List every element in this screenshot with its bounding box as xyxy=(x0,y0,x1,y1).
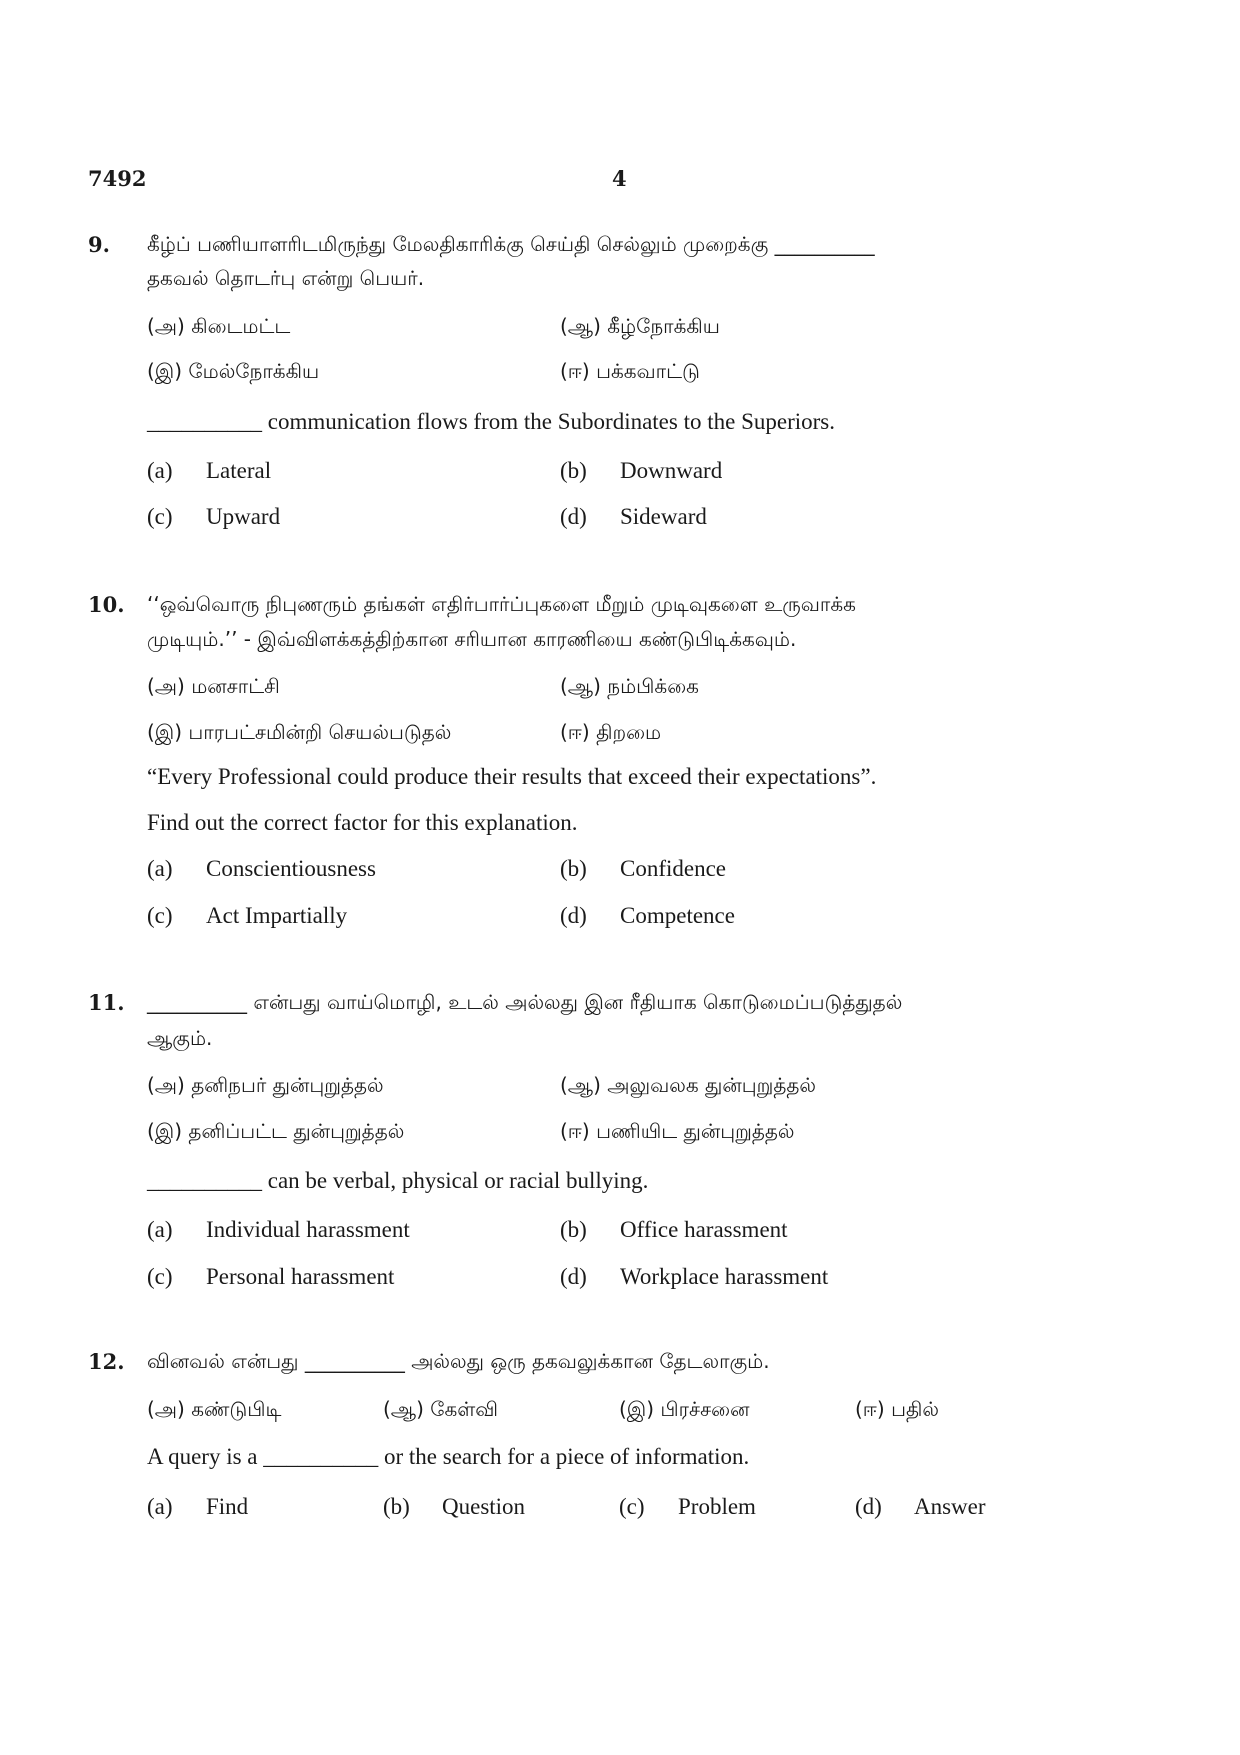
tamil-option: (ஆ) கேள்வி xyxy=(383,1397,499,1421)
option-text: Competence xyxy=(620,903,735,928)
option-text: Downward xyxy=(620,458,723,483)
option-label: (b) xyxy=(560,1217,587,1242)
tamil-stem-line: __________ என்பது வாய்மொழி, உடல் அல்லது இன ரீதியாக கொடுமைப்படுத்துதல் xyxy=(147,990,903,1014)
option-text: Answer xyxy=(914,1494,986,1519)
option-text: Sideward xyxy=(620,504,707,529)
tamil-stem-line: ‘‘ஒவ்வொரு நிபுணரும் தங்கள் எதிர்பார்ப்புகளை மீறும் முடிவுகளை உருவாக்க xyxy=(147,592,856,616)
tamil-option: (ஆ) அலுவலக துன்புறுத்தல் xyxy=(560,1073,816,1097)
option-text: Act Impartially xyxy=(206,903,348,928)
option-text: Office harassment xyxy=(620,1217,788,1242)
page-number: 4 xyxy=(612,166,627,191)
tamil-stem-line: வினவல் என்பது __________ அல்லது ஒரு தகவலுக்கான தேடலாகும். xyxy=(147,1349,770,1373)
paper-code: 7492 xyxy=(88,166,147,191)
tamil-stem-line: ஆகும். xyxy=(147,1026,213,1050)
option-label: (b) xyxy=(560,458,587,483)
tamil-option: (அ) தனிநபர் துன்புறுத்தல் xyxy=(147,1073,384,1097)
option-text: Problem xyxy=(678,1494,756,1519)
option-label: (d) xyxy=(560,903,587,928)
question-number: 10. xyxy=(88,592,125,617)
english-stem-line: A query is a __________ or the search for a piece of information. xyxy=(147,1444,750,1469)
option-text: Question xyxy=(442,1494,526,1519)
option-text: Personal harassment xyxy=(206,1264,395,1289)
tamil-option: (அ) கிடைமட்ட xyxy=(147,314,291,338)
tamil-option: (இ) தனிப்பட்ட துன்புறுத்தல் xyxy=(147,1119,405,1143)
option-label: (d) xyxy=(560,1264,587,1289)
tamil-option: (ஆ) நம்பிக்கை xyxy=(560,674,699,698)
option-label: (d) xyxy=(560,504,587,529)
option-text: Upward xyxy=(206,504,281,529)
option-label: (a) xyxy=(147,1494,173,1519)
english-stem-line: __________ communication flows from the Subordinates to the Superiors. xyxy=(147,409,835,434)
option-text: Find xyxy=(206,1494,249,1519)
option-label: (c) xyxy=(147,1264,173,1289)
tamil-option: (இ) பாரபட்சமின்றி செயல்படுதல் xyxy=(147,720,452,744)
option-text: Workplace harassment xyxy=(620,1264,829,1289)
tamil-option: (இ) பிரச்சனை xyxy=(619,1397,750,1421)
english-stem-line: “Every Professional could produce their results that exceed their expectations”. xyxy=(147,764,877,789)
english-stem-line: Find out the correct factor for this explanation. xyxy=(147,810,578,835)
tamil-option: (அ) கண்டுபிடி xyxy=(147,1397,282,1421)
option-label: (d) xyxy=(855,1494,882,1519)
option-label: (b) xyxy=(383,1494,410,1519)
option-text: Lateral xyxy=(206,458,272,483)
option-label: (b) xyxy=(560,856,587,881)
question-number: 11. xyxy=(88,990,125,1015)
tamil-stem-line: கீழ்ப் பணியாளரிடமிருந்து மேலதிகாரிக்கு செய்தி செல்லும் முறைக்கு __________ xyxy=(147,232,875,256)
option-text: Confidence xyxy=(620,856,727,881)
question-number: 9. xyxy=(88,232,110,257)
tamil-option: (ஈ) பணியிட துன்புறுத்தல் xyxy=(560,1119,795,1143)
english-stem-line: __________ can be verbal, physical or racial bullying. xyxy=(147,1168,649,1193)
tamil-option: (ஈ) பதில் xyxy=(855,1397,939,1421)
option-label: (a) xyxy=(147,856,173,881)
tamil-stem-line: முடியும்.’’ - இவ்விளக்கத்திற்கான சரியான காரணியை கண்டுபிடிக்கவும். xyxy=(147,627,797,651)
option-label: (c) xyxy=(147,903,173,928)
option-label: (c) xyxy=(147,504,173,529)
tamil-option: (ஈ) பக்கவாட்டு xyxy=(560,359,700,383)
option-label: (c) xyxy=(619,1494,645,1519)
tamil-option: (இ) மேல்நோக்கிய xyxy=(147,359,320,383)
tamil-option: (ஈ) திறமை xyxy=(560,720,662,744)
option-text: Individual harassment xyxy=(206,1217,410,1242)
option-text: Conscientiousness xyxy=(206,856,376,881)
option-label: (a) xyxy=(147,1217,173,1242)
tamil-stem-line: தகவல் தொடர்பு என்று பெயர். xyxy=(147,266,425,290)
question-number: 12. xyxy=(88,1349,125,1374)
tamil-option: (ஆ) கீழ்நோக்கிய xyxy=(560,314,720,338)
tamil-option: (அ) மனசாட்சி xyxy=(147,674,280,698)
option-label: (a) xyxy=(147,458,173,483)
